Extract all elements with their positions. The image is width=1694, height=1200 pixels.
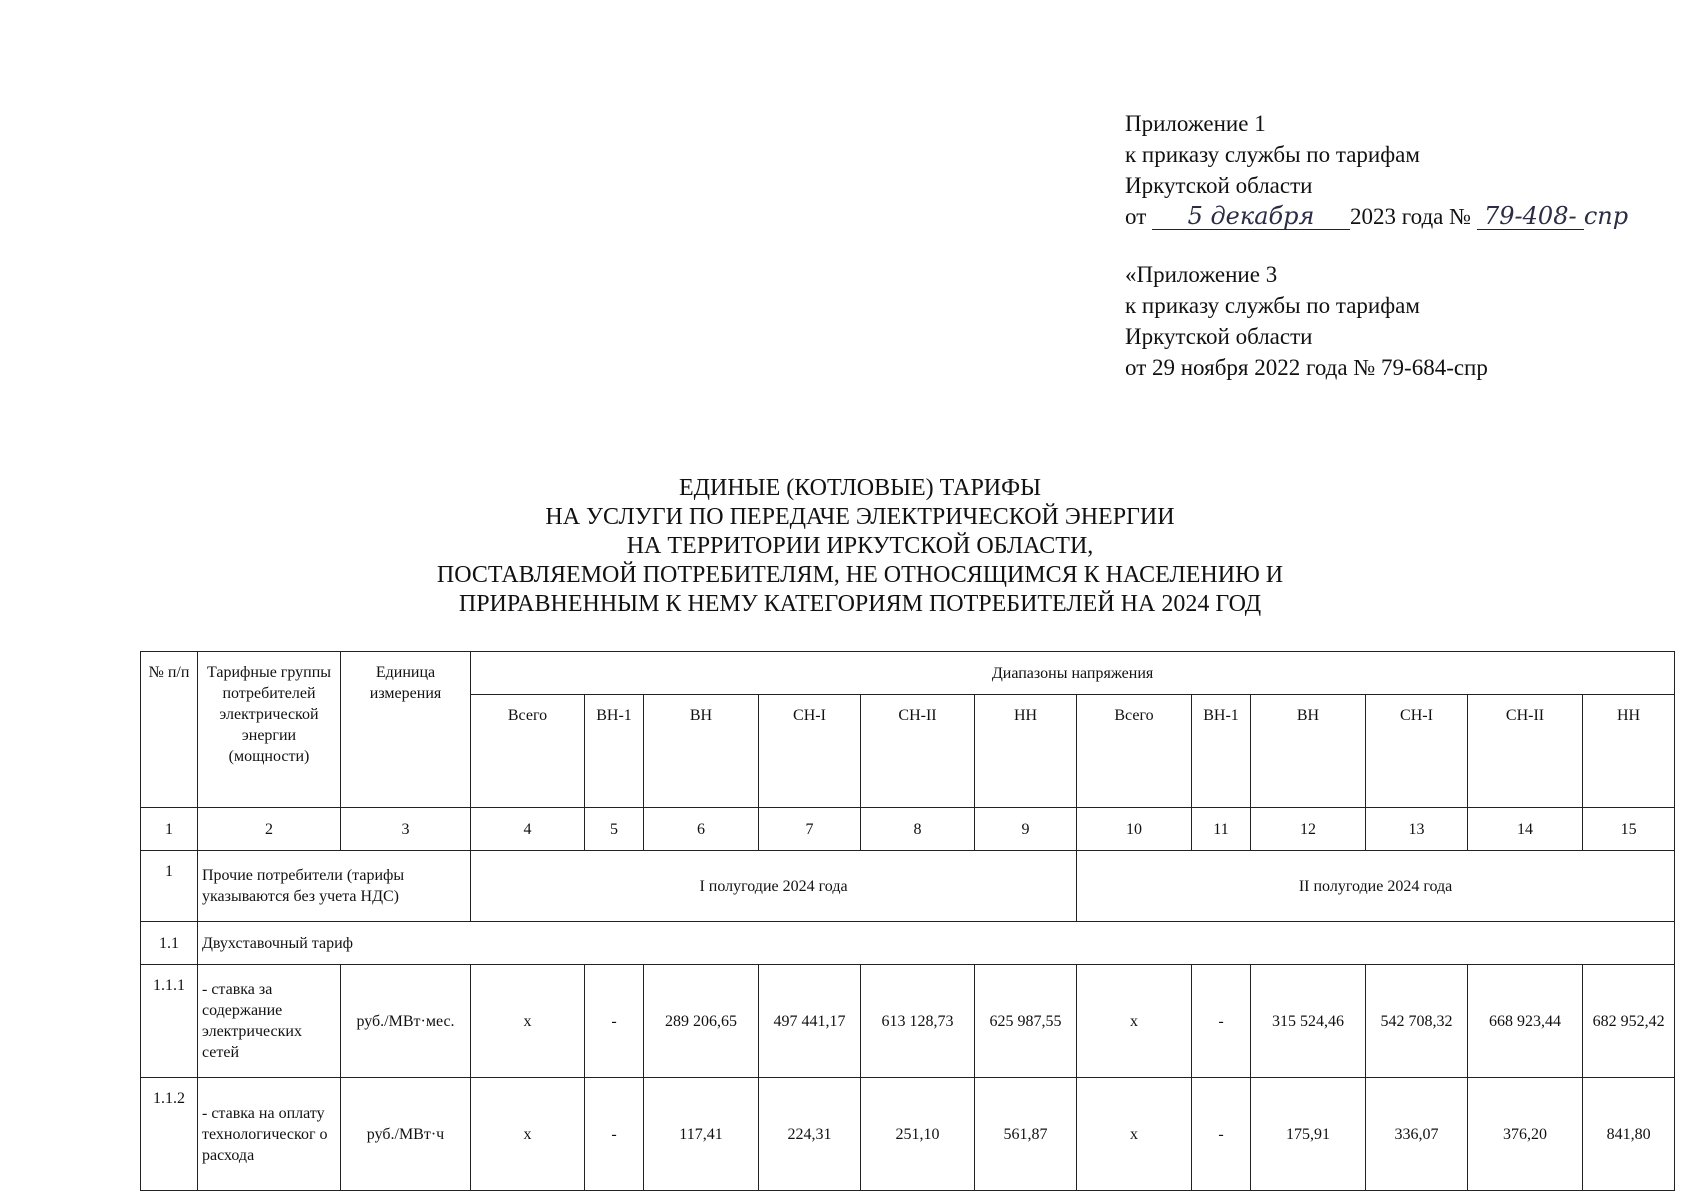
value-cell: 224,31 <box>759 1078 861 1191</box>
header-unit: Единица измерения <box>341 652 471 808</box>
header-row <box>141 652 1675 695</box>
column-number: 7 <box>759 808 861 851</box>
value-cell: 497 441,17 <box>759 965 861 1078</box>
row-name: Двухставочный тариф <box>198 922 1675 965</box>
row-number: 1.1.1 <box>141 965 198 1078</box>
value-cell: 561,87 <box>975 1078 1077 1191</box>
subheader-cell: ВН <box>644 695 759 808</box>
row-name: - ставка на оплату технологическог о расхода <box>198 1078 341 1191</box>
subheader-cell: СН-II <box>861 695 975 808</box>
tariffs-table <box>140 651 1675 1191</box>
value-cell: 682 952,42 <box>1583 965 1675 1078</box>
column-number: 10 <box>1077 808 1192 851</box>
value-cell: 542 708,32 <box>1366 965 1468 1078</box>
column-number: 5 <box>585 808 644 851</box>
subheader-cell: ВН <box>1251 695 1366 808</box>
table-row <box>141 851 1675 922</box>
column-number: 3 <box>341 808 471 851</box>
handwritten-number: 79-408- <box>1477 203 1584 230</box>
subheader-cell: ВН-1 <box>1192 695 1251 808</box>
first-half-label: I полугодие 2024 года <box>471 851 1077 922</box>
title-line-5: ПРИРАВНЕННЫМ К НЕМУ КАТЕГОРИЯМ ПОТРЕБИТЕЛЕЙ НА 2024 ГОД <box>458 591 1262 617</box>
subheader-cell: СН-I <box>1366 695 1468 808</box>
subheader-cell: СН-I <box>759 695 861 808</box>
title-line-2: НА УСЛУГИ ПО ПЕРЕДАЧЕ ЭЛЕКТРИЧЕСКОЙ ЭНЕРГИИ <box>545 504 1175 530</box>
value-cell: - <box>585 1078 644 1191</box>
column-number: 2 <box>198 808 341 851</box>
value-cell: х <box>471 1078 585 1191</box>
column-number-row <box>141 808 1675 851</box>
row-number: 1 <box>141 851 198 922</box>
column-number: 8 <box>861 808 975 851</box>
column-number: 4 <box>471 808 585 851</box>
column-number: 1 <box>141 808 198 851</box>
value-cell: - <box>1192 1078 1251 1191</box>
column-number: 12 <box>1251 808 1366 851</box>
handwritten-number-tail: спр <box>1583 202 1629 230</box>
value-cell: х <box>1077 965 1192 1078</box>
value-cell: 289 206,65 <box>644 965 759 1078</box>
row-number: 1.1.2 <box>141 1078 198 1191</box>
title-line-4: ПОСТАВЛЯЕМОЙ ПОТРЕБИТЕЛЯМ, НЕ ОТНОСЯЩИМСЯ К НАСЕЛЕНИЮ И <box>436 562 1284 588</box>
value-cell: 668 923,44 <box>1468 965 1583 1078</box>
handwritten-date: 5 декабря <box>1152 203 1350 230</box>
subheader-cell: НН <box>1583 695 1675 808</box>
quoted-annex-line-4: от 29 ноября 2022 года № 79-684-спр <box>1125 355 1488 380</box>
second-half-label: II полугодие 2024 года <box>1077 851 1675 922</box>
annex-line-3: Иркутской области <box>1125 173 1313 198</box>
annex-block <box>1125 108 1628 383</box>
column-number: 6 <box>644 808 759 851</box>
header-tariff-group: Тарифные группы потребителей электрической энергии (мощности) <box>198 652 341 808</box>
value-cell: 841,80 <box>1583 1078 1675 1191</box>
row-name: - ставка за содержание электрических сетей <box>198 965 341 1078</box>
subheader-cell: НН <box>975 695 1077 808</box>
value-cell: 315 524,46 <box>1251 965 1366 1078</box>
value-cell: х <box>1077 1078 1192 1191</box>
quoted-annex-line-2: к приказу службы по тарифам <box>1125 293 1420 318</box>
value-cell: 336,07 <box>1366 1078 1468 1191</box>
value-cell: - <box>1192 965 1251 1078</box>
annex-from-prefix: от <box>1125 204 1147 229</box>
column-number: 9 <box>975 808 1077 851</box>
header-no: № п/п <box>141 652 198 808</box>
row-number: 1.1 <box>141 922 198 965</box>
annex-date-line <box>1125 201 1628 232</box>
value-cell: х <box>471 965 585 1078</box>
table-row <box>141 922 1675 965</box>
annex-line-2: к приказу службы по тарифам <box>1125 142 1420 167</box>
subheader-cell: Всего <box>1077 695 1192 808</box>
table-row <box>141 1078 1675 1191</box>
subheader-cell: СН-II <box>1468 695 1583 808</box>
annex-line-1: Приложение 1 <box>1125 111 1266 136</box>
title-line-3: НА ТЕРРИТОРИИ ИРКУТСКОЙ ОБЛАСТИ, <box>626 533 1094 559</box>
header-voltage-ranges: Диапазоны напряжения <box>471 652 1675 695</box>
quoted-annex-line-1: «Приложение 3 <box>1125 262 1278 287</box>
row-name: Прочие потребители (тарифы указываются без учета НДС) <box>198 851 471 922</box>
column-number: 14 <box>1468 808 1583 851</box>
value-cell: 175,91 <box>1251 1078 1366 1191</box>
title-line-1: ЕДИНЫЕ (КОТЛОВЫЕ) ТАРИФЫ <box>678 475 1042 501</box>
value-cell: 117,41 <box>644 1078 759 1191</box>
column-number: 13 <box>1366 808 1468 851</box>
quoted-annex-line-3: Иркутской области <box>1125 324 1313 349</box>
column-number: 11 <box>1192 808 1251 851</box>
row-unit: руб./МВт·мес. <box>341 965 471 1078</box>
document-title <box>300 474 1420 619</box>
value-cell: - <box>585 965 644 1078</box>
column-number: 15 <box>1583 808 1675 851</box>
annex-year-text: 2023 года № <box>1350 204 1472 229</box>
subheader-cell: ВН-1 <box>585 695 644 808</box>
row-unit: руб./МВт·ч <box>341 1078 471 1191</box>
value-cell: 251,10 <box>861 1078 975 1191</box>
value-cell: 376,20 <box>1468 1078 1583 1191</box>
subheader-cell: Всего <box>471 695 585 808</box>
table-row <box>141 965 1675 1078</box>
value-cell: 625 987,55 <box>975 965 1077 1078</box>
value-cell: 613 128,73 <box>861 965 975 1078</box>
